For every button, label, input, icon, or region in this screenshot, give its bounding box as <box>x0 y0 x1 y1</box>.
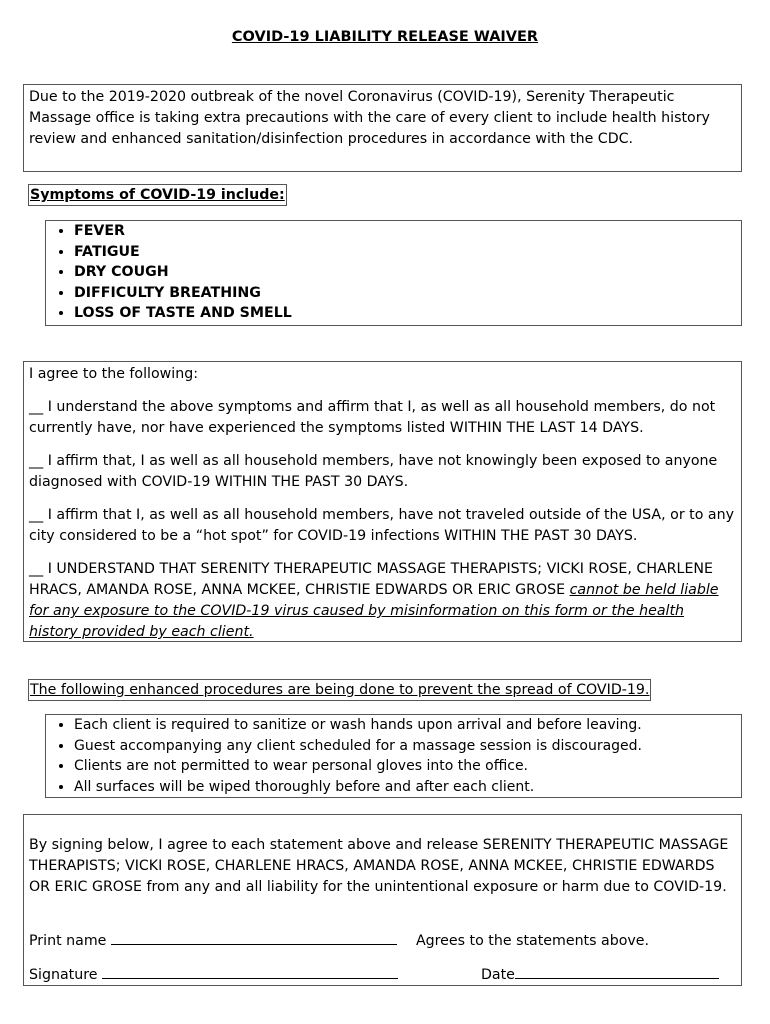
date-field[interactable] <box>515 964 719 979</box>
print-name-field[interactable] <box>111 930 397 945</box>
symptoms-box <box>45 220 742 326</box>
symptom-item: • DIFFICULTY BREATHING <box>74 283 741 304</box>
print-name-label: Print name <box>29 933 107 949</box>
procedures-box <box>45 714 742 798</box>
agreement-statement[interactable]: __ I affirm that, I as well as all household members, have not knowingly been exposed to anyone diagnosed with COVID-19 WITHIN THE PAST 30 DAYS. <box>29 453 718 490</box>
signature-field[interactable] <box>102 964 398 979</box>
print-name-row <box>29 930 736 952</box>
signing-box <box>23 814 742 986</box>
document-title: COVID-19 LIABILITY RELEASE WAIVER <box>231 29 539 45</box>
procedure-item: • Clients are not permitted to wear personal gloves into the office. <box>74 756 741 777</box>
procedure-item: • Guest accompanying any client scheduled for a massage session is discouraged. <box>74 736 741 757</box>
date-label: Date <box>481 967 515 983</box>
symptom-item: • DRY COUGH <box>74 262 741 283</box>
agreement-box <box>23 361 742 642</box>
agreement-lead: I agree to the following: <box>29 366 198 382</box>
symptom-item: • FEVER <box>74 221 741 242</box>
agreement-statement[interactable]: __ I understand the above symptoms and affirm that I, as well as all household members, do not currently have, nor have experienced the symptoms listed WITHIN THE LAST 14 DAYS. <box>29 399 716 436</box>
agreement-final[interactable] <box>29 559 736 643</box>
intro-text: Due to the 2019-2020 outbreak of the novel Coronavirus (COVID-19), Serenity Therapeutic Massage office is taking extra precautions with the care of every client to include health history review and enhanced sanitation/disinfection procedures in accordance with the CDC. <box>29 89 710 147</box>
symptoms-heading: Symptoms of COVID-19 include: <box>28 184 287 206</box>
procedure-item: • All surfaces will be wiped thoroughly before and after each client. <box>74 777 741 798</box>
symptoms-list <box>46 221 741 324</box>
intro-box <box>23 84 742 172</box>
signature-row <box>29 964 736 986</box>
signing-statement: By signing below, I agree to each statement above and release SERENITY THERAPEUTIC MASSAGE THERAPISTS; VICKI ROSE, CHARLENE HRACS, AMANDA ROSE, ANNA MCKEE, CHRISTIE EDWARDS OR ERIC GROSE from any and all liability for the unintentional exposure or harm due to COVID-19. <box>29 837 729 895</box>
symptom-item: • LOSS OF TASTE AND SMELL <box>74 303 741 324</box>
procedure-item: • Each client is required to sanitize or wash hands upon arrival and before leaving. <box>74 715 741 736</box>
agreement-final-text: __ I UNDERSTAND THAT SERENITY THERAPEUTIC MASSAGE THERAPISTS; VICKI ROSE, CHARLENE HRACS, AMANDA ROSE, ANNA MCKEE, CHRISTIE EDWARDS OR ERIC GROSE <box>29 561 713 598</box>
signature-label: Signature <box>29 967 98 983</box>
agreement-statement[interactable]: __ I affirm that I, as well as all household members, have not traveled outside of the USA, or to any city considered to be a “hot spot” for COVID-19 infections WITHIN THE PAST 30 DAYS. <box>29 507 734 544</box>
symptom-item: • FATIGUE <box>74 242 741 263</box>
agreement-final-italic: cannot be held liable for any exposure to the COVID-19 virus caused by misinformation on this form or the health history provided by each client. <box>29 582 719 640</box>
procedures-heading: The following enhanced procedures are being done to prevent the spread of COVID-19. <box>28 679 651 701</box>
procedures-list <box>46 715 741 797</box>
agrees-text: Agrees to the statements above. <box>415 933 650 949</box>
